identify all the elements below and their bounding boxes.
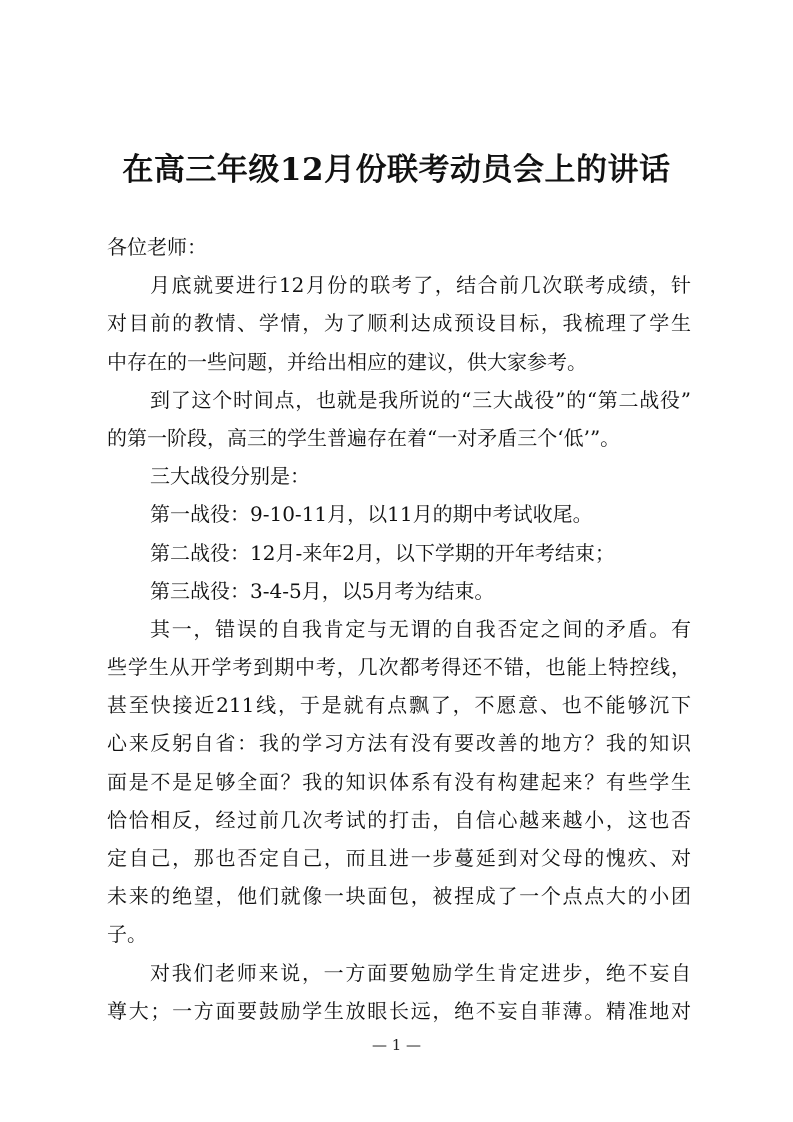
text-line: 未来的绝望，他们就像一块面包，被捏成了一个点点大的小团: [107, 884, 691, 909]
text-line: 对我们老师来说，一方面要勉励学生肯定进步，绝不妄自: [150, 960, 691, 985]
text-line: 尊大；一方面要鼓励学生放眼长远，绝不妄自菲薄。精准地对: [107, 998, 691, 1023]
text-line: 对目前的教情、学情，为了顺利达成预设目标，我梳理了学生: [107, 311, 691, 336]
text-line: 面是不是足够全面？我的知识体系有没有构建起来？有些学生: [107, 769, 691, 794]
text-line: 到了这个时间点，也就是我所说的“三大战役”的“第二战役”: [150, 387, 691, 412]
text-line: 三大战役分别是：: [150, 464, 310, 489]
text-line: 的第一阶段，高三的学生普遍存在着“一对矛盾三个‘低’”。: [107, 425, 621, 450]
text-line: 心来反躬自省：我的学习方法有没有要改善的地方？我的知识: [107, 731, 691, 756]
text-line: 其一，错误的自我肯定与无谓的自我否定之间的矛盾。有: [150, 616, 691, 641]
text-line: 第三战役：3-4-5月，以5月考为结束。: [150, 578, 495, 603]
page-number: — 1 —: [371, 1036, 422, 1054]
text-line: 恰恰相反，经过前几次考试的打击，自信心越来越小，这也否: [107, 807, 691, 832]
text-line: 定自己，那也否定自己，而且进一步蔓延到对父母的愧疚、对: [107, 846, 691, 870]
text-line: 第二战役：12月-来年2月，以下学期的开年考结束；: [150, 540, 615, 565]
document-title: 在高三年级12月份联考动员会上的讲话: [122, 152, 671, 188]
text-line: 些学生从开学考到期中考，几次都考得还不错，也能上特控线，: [107, 655, 691, 680]
text-line: 子。: [107, 922, 147, 947]
text-line: 甚至快接近211线，于是就有点飘了，不愿意、也不能够沉下: [107, 693, 691, 718]
text-line: 第一战役：9-10-11月，以11月的期中考试收尾。: [150, 502, 593, 527]
document-body: [107, 228, 691, 1030]
text-line: 中存在的一些问题，并给出相应的建议，供大家参考。: [107, 349, 587, 374]
text-line: 各位老师：: [107, 235, 207, 259]
text-line: 月底就要进行12月份的联考了，结合前几次联考成绩，针: [150, 273, 691, 298]
